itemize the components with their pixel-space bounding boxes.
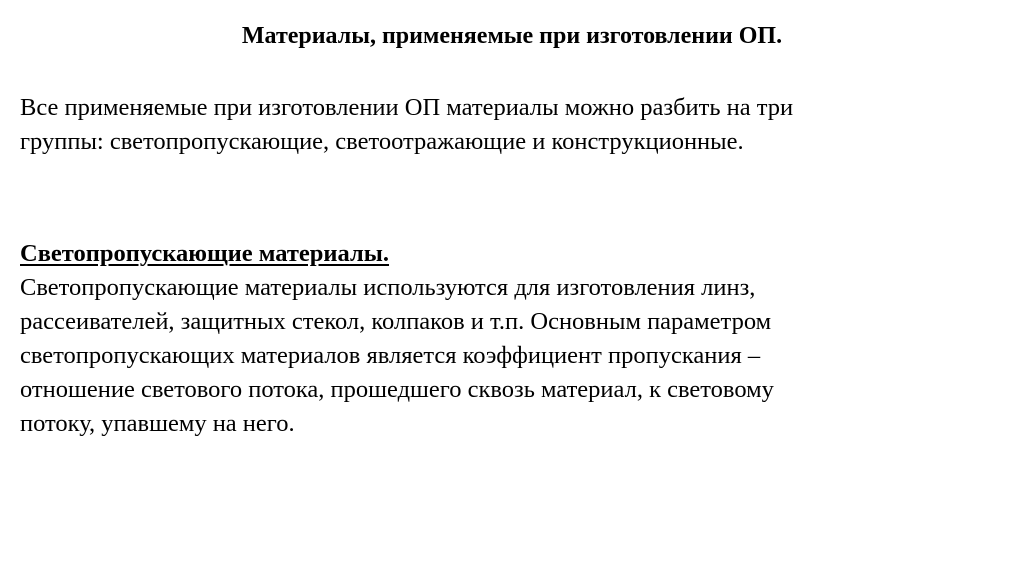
slide-title: Материалы, применяемые при изготовлении ОП. bbox=[241, 23, 783, 49]
body-line: потоку, упавшему на него. bbox=[20, 410, 295, 437]
intro-line: Все применяемые при изготовлении ОП материалы можно разбить на три bbox=[20, 94, 794, 121]
intro-paragraph bbox=[20, 91, 1010, 159]
body-line: рассеивателей, защитных стекол, колпаков и т.п. Основным параметром bbox=[20, 308, 772, 335]
body-line: Светопропускающие материалы используются для изготовления линз, bbox=[20, 274, 756, 301]
intro-line: группы: светопропускающие, светоотражающие и конструкционные. bbox=[20, 128, 744, 155]
body-line: отношение светового потока, прошедшего сквозь материал, к световому bbox=[20, 376, 774, 403]
body-paragraph bbox=[20, 271, 1010, 441]
body-line: светопропускающих материалов является коэффициент пропускания – bbox=[20, 342, 761, 369]
section-heading: Светопропускающие материалы. bbox=[20, 240, 390, 267]
